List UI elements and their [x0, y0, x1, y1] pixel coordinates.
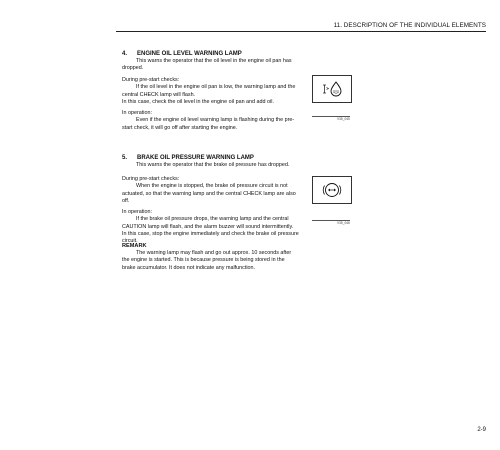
figure-5-caption: V35_046 — [337, 221, 350, 225]
figure-4-caption: V35_045 — [337, 117, 350, 121]
remark-text: The warning lamp may flash and go out approx. 10 seconds after the engine is started. This is because pressure is being stored in the brake accumulator. It does not indicate any malfunction. — [122, 250, 292, 271]
section-5-number: 5. — [122, 155, 128, 161]
section-4-number: 4. — [122, 51, 128, 57]
section-5-title: BRAKE OIL PRESSURE WARNING LAMP — [137, 155, 254, 161]
section-5-operation: In operation: If the brake oil pressure drops, the warning lamp and the central CAUTION lamp will flash, and the alarm buzzer will sound intermittently. In this case, stop the engine immediately and check the brake oil pressure circuit. — [122, 209, 299, 245]
section-4-operation-label: In operation: — [122, 110, 152, 116]
section-4-operation: In operation: Even if the engine oil level warning lamp is flashing during the pre- start check, it will go off after starting the engine. — [122, 110, 300, 132]
page-number: 2-9 — [477, 427, 486, 433]
section-5-prestart-label: During pre-start checks: — [122, 176, 180, 182]
remark-label: REMARK — [122, 243, 147, 249]
section-4-prestart: During pre-start checks: If the oil level in the engine oil pan is low, the warning lamp and the central CHECK lamp will flash. In this case, check the oil level in the engine oil pan and add oil. — [122, 77, 300, 106]
section-4-intro: This warns the operator that the oil level in the engine oil pan has dropped. — [122, 58, 292, 72]
section-5-prestart: During pre-start checks: When the engine is stopped, the brake oil pressure circuit is not actuated, so that the warning lamp and the central CHECK lamp are also off. — [122, 176, 300, 205]
brake-oil-pressure-icon — [313, 177, 351, 203]
engine-oil-level-lamp-figure — [312, 75, 352, 103]
section-5-intro: This warns the operator that the brake oil pressure has dropped. — [136, 162, 290, 168]
section-4-prestart-label: During pre-start checks: — [122, 77, 180, 83]
brake-oil-pressure-lamp-figure — [312, 176, 352, 204]
section-4-title: ENGINE OIL LEVEL WARNING LAMP — [137, 51, 242, 57]
header-divider — [116, 31, 486, 32]
section-5-operation-label: In operation: — [122, 209, 152, 215]
engine-oil-level-icon — [313, 76, 351, 102]
page-header-title: 11. DESCRIPTION OF THE INDIVIDUAL ELEMENTS — [333, 22, 486, 29]
